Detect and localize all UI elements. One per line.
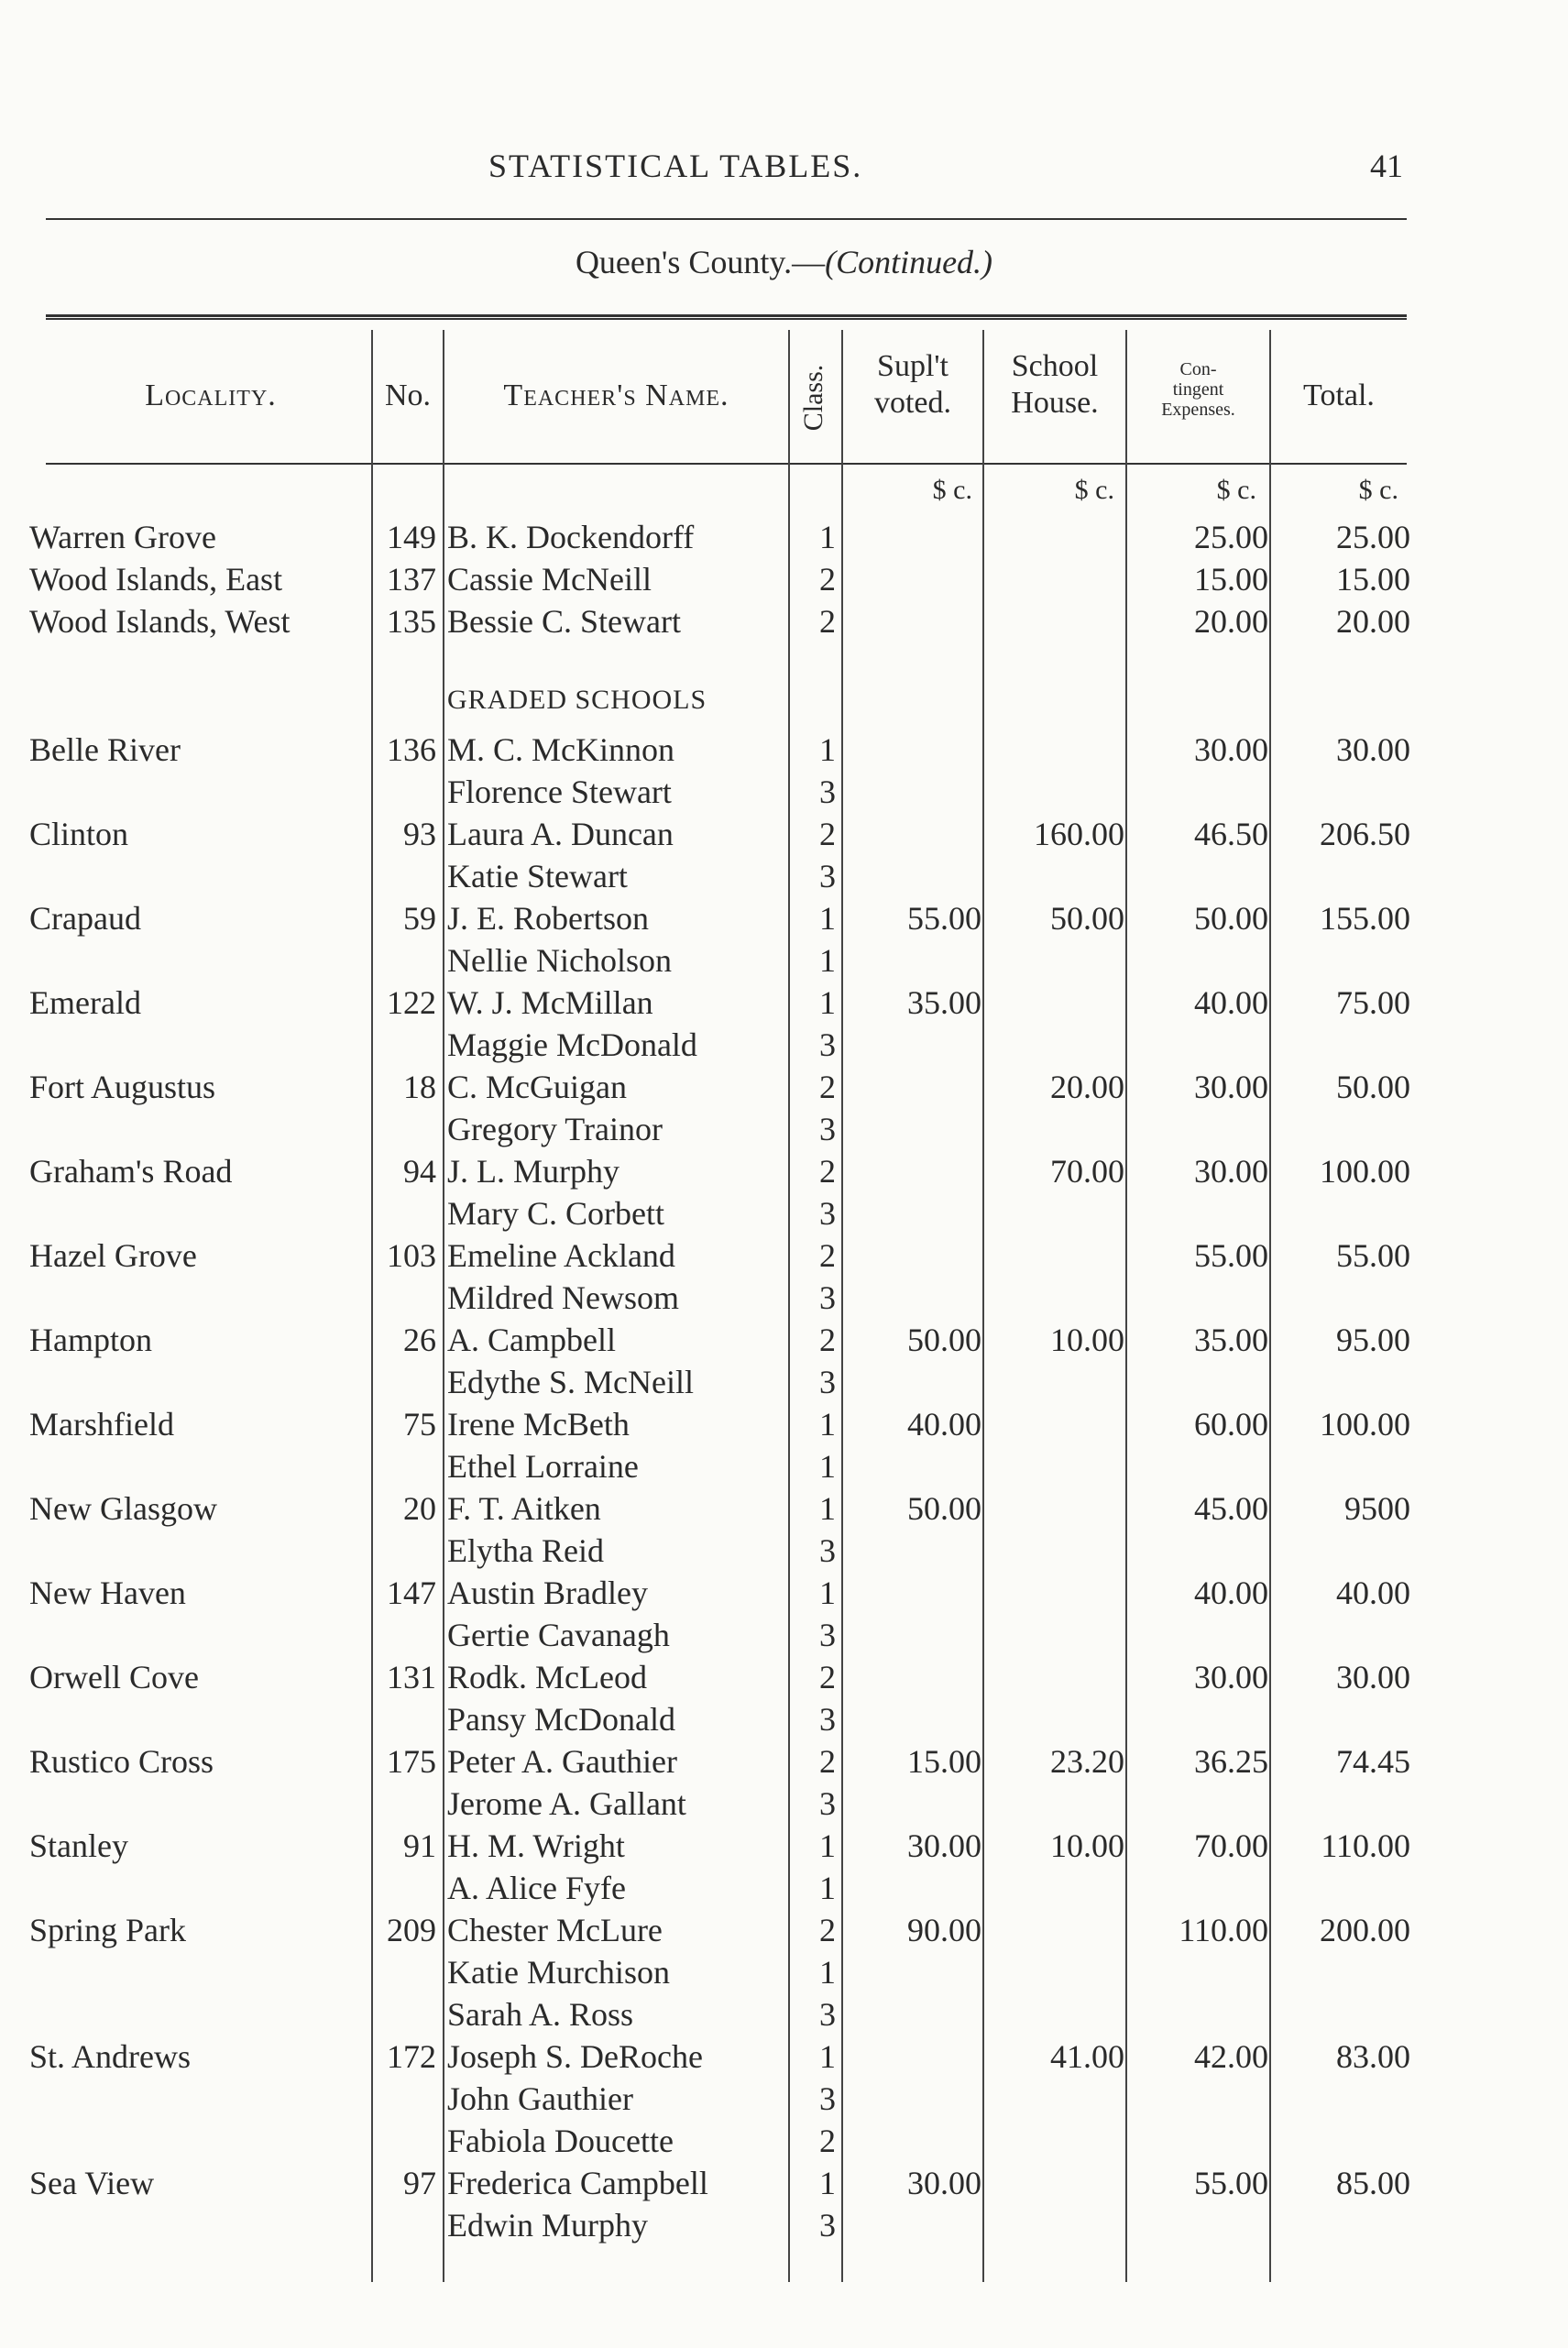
cell-no: 122 [387,984,436,1021]
cell-contingent: 40.00 [1194,1574,1268,1611]
header-bottom-rule [46,463,1407,465]
cell-teacher: Nellie Nicholson [447,942,672,979]
cell-teacher: F. T. Aitken [447,1490,601,1527]
col-header-locality: Locality. [145,379,277,412]
cell-suppl: 55.00 [907,900,981,937]
table-row [0,1867,1568,1909]
cell-class: 3 [819,2207,836,2244]
table-row [0,2120,1568,2162]
cell-school-house: 160.00 [1034,816,1124,852]
cell-locality: Wood Islands, West [29,603,291,640]
cell-locality: Marshfield [29,1406,174,1443]
cell-class: 2 [819,1912,836,1948]
cell-teacher: Florence Stewart [447,774,672,810]
col-header-contingent-line1: Con- [1179,359,1217,379]
page-title: STATISTICAL TABLES. [488,148,863,184]
cell-no: 175 [387,1743,436,1780]
cell-school-house: 41.00 [1050,2038,1124,2075]
cell-total: 85.00 [1336,2165,1410,2201]
cell-contingent: 35.00 [1194,1322,1268,1358]
cell-teacher: Gertie Cavanagh [447,1617,670,1653]
cell-no: 93 [403,816,436,852]
cell-no: 172 [387,2038,436,2075]
cell-locality: Clinton [29,816,129,852]
cell-class: 1 [819,984,836,1021]
cell-teacher: Pansy McDonald [447,1701,675,1738]
cell-contingent: 30.00 [1194,1153,1268,1190]
cell-locality: Warren Grove [29,519,216,555]
cell-total: 30.00 [1336,731,1410,768]
cell-class: 1 [819,900,836,937]
table-row [0,1108,1568,1150]
cell-total: 206.50 [1320,816,1410,852]
col-header-suppl-line2: voted. [873,386,952,420]
cell-no: 59 [403,900,436,937]
cell-class: 1 [819,2165,836,2201]
cell-class: 1 [819,1827,836,1864]
col-header-total: Total. [1303,379,1375,412]
table-row [0,1234,1568,1277]
cell-no: 26 [403,1322,436,1358]
cell-teacher: Maggie McDonald [447,1026,697,1063]
table-row [0,1361,1568,1403]
header-rule [46,218,1407,220]
cell-no: 209 [387,1912,436,1948]
table-row [0,2035,1568,2078]
table-row [0,1530,1568,1572]
cell-locality: Wood Islands, East [29,561,283,598]
table-row [0,939,1568,982]
cell-total: 25.00 [1336,519,1410,555]
cell-class: 1 [819,1406,836,1443]
cell-total: 155.00 [1320,900,1410,937]
cell-locality: New Glasgow [29,1490,217,1527]
cell-suppl: 50.00 [907,1490,981,1527]
table-top-rule [46,314,1407,320]
table-row [0,2078,1568,2120]
table-row [0,1192,1568,1234]
cell-class: 2 [819,561,836,598]
cell-class: 3 [819,1195,836,1232]
cell-teacher: Edwin Murphy [447,2207,648,2244]
cell-teacher: Jerome A. Gallant [447,1785,686,1822]
units-contingent: $ c. [1216,475,1256,505]
cell-class: 1 [819,1448,836,1485]
cell-no: 18 [403,1069,436,1105]
cell-class: 3 [819,1111,836,1147]
cell-teacher: M. C. McKinnon [447,731,675,768]
table-row [0,1487,1568,1530]
cell-teacher: Mildred Newsom [447,1279,679,1316]
cell-locality: Crapaud [29,900,141,937]
cell-teacher: Gregory Trainor [447,1111,663,1147]
cell-no: 75 [403,1406,436,1443]
units-suppl: $ c. [932,475,972,505]
subtitle-continued: (Continued.) [825,244,993,280]
cell-contingent: 60.00 [1194,1406,1268,1443]
cell-no: 131 [387,1659,436,1695]
cell-locality: Hazel Grove [29,1237,197,1274]
cell-class: 3 [819,1026,836,1063]
cell-contingent: 25.00 [1194,519,1268,555]
table-row [0,1614,1568,1656]
cell-total: 200.00 [1320,1912,1410,1948]
cell-contingent: 15.00 [1194,561,1268,598]
col-header-school [984,348,1125,422]
cell-locality: Graham's Road [29,1153,233,1190]
cell-class: 1 [819,942,836,979]
table-row [0,1277,1568,1319]
table-row [0,897,1568,939]
table-row [0,2162,1568,2204]
cell-class: 1 [819,1954,836,1991]
table-row [0,1066,1568,1108]
cell-locality: New Haven [29,1574,186,1611]
table-row [0,1572,1568,1614]
cell-teacher: Edythe S. McNeill [447,1364,694,1400]
cell-suppl: 35.00 [907,984,981,1021]
table-row [0,1656,1568,1698]
cell-class: 2 [819,1743,836,1780]
cell-locality: Emerald [29,984,141,1021]
table-row [0,982,1568,1024]
cell-teacher: A. Alice Fyfe [447,1870,626,1906]
col-header-contingent-line2: tingent [1172,379,1224,400]
cell-teacher: C. McGuigan [447,1069,627,1105]
table-row [0,1319,1568,1361]
cell-total: 55.00 [1336,1237,1410,1274]
table-row [0,1993,1568,2035]
col-header-school-line1: School [1011,349,1099,383]
cell-contingent: 55.00 [1194,1237,1268,1274]
table-row [0,516,1568,558]
cell-contingent: 30.00 [1194,731,1268,768]
table-row [0,1445,1568,1487]
cell-no: 147 [387,1574,436,1611]
cell-total: 74.45 [1336,1743,1410,1780]
cell-class: 1 [819,731,836,768]
cell-teacher: Irene McBeth [447,1406,630,1443]
table-row [0,600,1568,642]
cell-no: 20 [403,1490,436,1527]
cell-teacher: H. M. Wright [447,1827,625,1864]
cell-school-house: 10.00 [1050,1827,1124,1864]
cell-school-house: 50.00 [1050,900,1124,937]
col-header-school-line2: House. [1011,386,1099,420]
cell-total: 83.00 [1336,2038,1410,2075]
cell-locality: Stanley [29,1827,128,1864]
cell-teacher: W. J. McMillan [447,984,653,1021]
cell-locality: Rustico Cross [29,1743,214,1780]
cell-locality: Belle River [29,731,181,768]
cell-teacher: Austin Bradley [447,1574,648,1611]
cell-no: 91 [403,1827,436,1864]
cell-no: 94 [403,1153,436,1190]
cell-class: 2 [819,1237,836,1274]
cell-total: 9500 [1344,1490,1410,1527]
cell-teacher: Ethel Lorraine [447,1448,639,1485]
cell-locality: Orwell Cove [29,1659,199,1695]
cell-teacher: A. Campbell [447,1322,616,1358]
cell-school-house: 23.20 [1050,1743,1124,1780]
cell-suppl: 30.00 [907,2165,981,2201]
cell-total: 50.00 [1336,1069,1410,1105]
cell-locality: Spring Park [29,1912,186,1948]
cell-class: 2 [819,1322,836,1358]
table-row [0,1825,1568,1867]
cell-suppl: 30.00 [907,1827,981,1864]
cell-no: 97 [403,2165,436,2201]
col-header-suppl [843,348,982,422]
cell-suppl: 90.00 [907,1912,981,1948]
cell-class: 3 [819,858,836,894]
page-number: 41 [1370,148,1403,184]
cell-locality: St. Andrews [29,2038,192,2075]
cell-teacher: Bessie C. Stewart [447,603,681,640]
cell-teacher: Peter A. Gauthier [447,1743,677,1780]
cell-school-house: 20.00 [1050,1069,1124,1105]
graded-schools-row [0,679,1568,721]
cell-teacher: B. K. Dockendorff [447,519,695,555]
cell-class: 1 [819,1490,836,1527]
cell-teacher: Cassie McNeill [447,561,652,598]
cell-teacher: Rodk. McLeod [447,1659,647,1695]
cell-class: 2 [819,603,836,640]
cell-locality: Sea View [29,2165,155,2201]
cell-teacher: Laura A. Duncan [447,816,674,852]
table-row [0,813,1568,855]
cell-teacher: Katie Stewart [447,858,628,894]
table-row [0,771,1568,813]
table-row [0,1698,1568,1740]
cell-no: 103 [387,1237,436,1274]
cell-total: 95.00 [1336,1322,1410,1358]
cell-class: 2 [819,1069,836,1105]
col-header-no: No. [384,379,432,412]
table-row [0,2204,1568,2246]
cell-class: 3 [819,1364,836,1400]
cell-teacher: Joseph S. DeRoche [447,2038,703,2075]
col-header-class: Class. [798,364,828,432]
cell-teacher: Elytha Reid [447,1532,604,1569]
cell-teacher: Fabiola Doucette [447,2123,674,2159]
table-row [0,1909,1568,1951]
units-total: $ c. [1358,475,1398,505]
cell-teacher: Emeline Ackland [447,1237,675,1274]
cell-contingent: 30.00 [1194,1069,1268,1105]
cell-teacher: J. L. Murphy [447,1153,620,1190]
table-row [0,1403,1568,1445]
table-row [0,729,1568,771]
cell-no: 136 [387,731,436,768]
cell-no: 137 [387,561,436,598]
cell-total: 75.00 [1336,984,1410,1021]
cell-class: 1 [819,1574,836,1611]
cell-contingent: 40.00 [1194,984,1268,1021]
cell-suppl: 15.00 [907,1743,981,1780]
cell-teacher: Frederica Campbell [447,2165,708,2201]
cell-contingent: 42.00 [1194,2038,1268,2075]
cell-contingent: 50.00 [1194,900,1268,937]
cell-total: 30.00 [1336,1659,1410,1695]
table-row [0,1783,1568,1825]
cell-teacher: Sarah A. Ross [447,1996,634,2033]
cell-locality: Fort Augustus [29,1069,216,1105]
cell-total: 100.00 [1320,1406,1410,1443]
cell-contingent: 46.50 [1194,816,1268,852]
units-row [0,469,1568,511]
units-school: $ c. [1074,475,1114,505]
cell-suppl: 40.00 [907,1406,981,1443]
cell-class: 3 [819,1996,836,2033]
col-header-contingent-line3: Expenses. [1161,400,1235,420]
cell-contingent: 36.25 [1194,1743,1268,1780]
cell-contingent: 45.00 [1194,1490,1268,1527]
col-header-suppl-line1: Supl't [877,349,948,383]
cell-class: 2 [819,1153,836,1190]
table-row [0,855,1568,897]
cell-teacher: Mary C. Corbett [447,1195,664,1232]
cell-total: 40.00 [1336,1574,1410,1611]
cell-contingent: 30.00 [1194,1659,1268,1695]
cell-teacher: Chester McLure [447,1912,663,1948]
table-row [0,1951,1568,1993]
cell-school-house: 70.00 [1050,1153,1124,1190]
col-header-teacher: Teacher's Name. [503,379,729,412]
cell-class: 3 [819,774,836,810]
cell-class: 2 [819,2123,836,2159]
cell-class: 1 [819,519,836,555]
cell-school-house: 10.00 [1050,1322,1124,1358]
table-row [0,558,1568,600]
col-header-contingent [1127,359,1269,420]
cell-class: 3 [819,1279,836,1316]
table-subtitle [0,243,1568,281]
cell-class: 3 [819,1532,836,1569]
cell-contingent: 55.00 [1194,2165,1268,2201]
cell-teacher: Katie Murchison [447,1954,670,1991]
cell-class: 3 [819,1617,836,1653]
cell-class: 3 [819,2080,836,2117]
cell-class: 1 [819,2038,836,2075]
cell-class: 3 [819,1701,836,1738]
table-row [0,1740,1568,1783]
cell-teacher: J. E. Robertson [447,900,649,937]
cell-class: 2 [819,1659,836,1695]
cell-teacher: John Gauthier [447,2080,633,2117]
table-row [0,1150,1568,1192]
cell-class: 2 [819,816,836,852]
cell-contingent: 20.00 [1194,603,1268,640]
table-row [0,1024,1568,1066]
section-label: GRADED SCHOOLS [447,685,707,715]
cell-class: 3 [819,1785,836,1822]
cell-total: 110.00 [1321,1827,1410,1864]
cell-class: 1 [819,1870,836,1906]
cell-contingent: 110.00 [1179,1912,1268,1948]
cell-suppl: 50.00 [907,1322,981,1358]
cell-total: 100.00 [1320,1153,1410,1190]
cell-no: 135 [387,603,436,640]
cell-no: 149 [387,519,436,555]
cell-contingent: 70.00 [1194,1827,1268,1864]
cell-locality: Hampton [29,1322,152,1358]
subtitle-main: Queen's County.— [575,244,826,280]
cell-total: 20.00 [1336,603,1410,640]
cell-total: 15.00 [1336,561,1410,598]
